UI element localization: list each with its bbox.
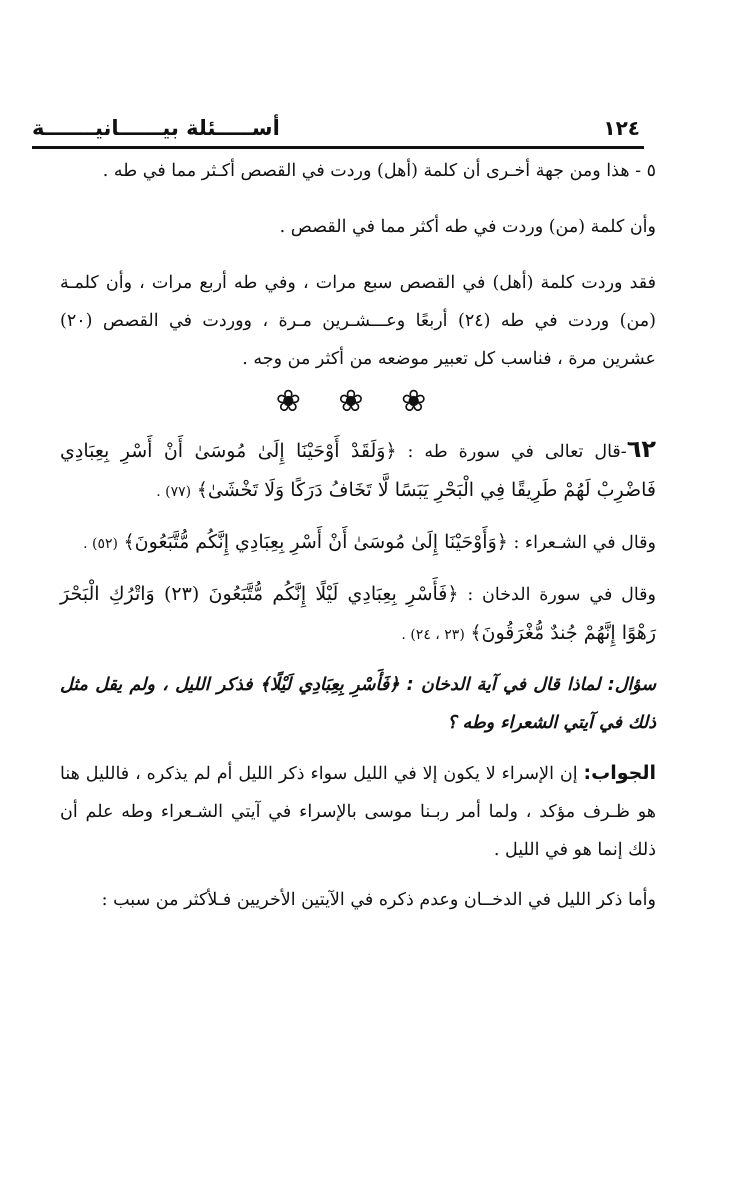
taha-verse-ref: (٧٧) .: [156, 484, 192, 500]
answer-text: إن الإسراء لا يكون إلا في الليل سواء ذكر الليل أم لم يذكره ، فالليل هنا هو ظـرف مؤكد ، ولما أمر ربـنا موسى بالإسراء في آيتي الشـعراء وطه علم أن ذلك إنما هو في الليل .: [60, 764, 656, 860]
header-rule: [32, 146, 644, 149]
dukhan-intro: وقال في سورة الدخان :: [467, 585, 656, 605]
page-body: [60, 152, 656, 919]
closing-paragraph: وأما ذكر الليل في الدخــان وعدم ذكره في الآيتين الأخريين فـلأكثر من سبب :: [101, 890, 656, 910]
shuara-verse-ref: (٥٢) .: [83, 536, 118, 552]
dukhan-verse: ﴿فَأَسْرِ بِعِبَادِي لَيْلًا إِنَّكُم مُّتَّبَعُونَ (٢٣) وَاتْرُكِ الْبَحْرَ رَهْوًا إِنَّهُمْ جُندٌ مُّغْرَقُونَ﴾: [60, 583, 656, 644]
shuara-intro: وقال في الشـعراء :: [513, 533, 656, 553]
paragraph-min: وأن كلمة (من) وردت في طه أكثر مما في القصص .: [279, 217, 656, 237]
taha-verse: ﴿وَلَقَدْ أَوْحَيْنَا إِلَىٰ مُوسَىٰ أَنْ أَسْرِ بِعِبَادِي فَاضْرِبْ لَهُمْ طَرِيقًا فِي الْبَحْرِ يَبَسًا لَّا تَخَافُ دَرَكًا وَلَا تَخْشَىٰ﴾: [60, 440, 656, 501]
book-title: أســـــئلة بيــــــانيـــــــة: [32, 116, 280, 140]
question-62-paragraph: [60, 430, 656, 511]
question-number: ٦٢: [626, 435, 656, 463]
shuara-paragraph: [60, 523, 656, 563]
answer-paragraph: [60, 754, 656, 869]
answer-label: الجواب:: [583, 762, 656, 784]
page-header: [32, 116, 644, 148]
page-number: ١٢٤: [603, 116, 640, 140]
dukhan-verse-ref: (٢٣ ، ٢٤) .: [401, 627, 465, 643]
paragraph-5: ٥ - هذا ومن جهة أخـرى أن كلمة (أهل) وردت في القصص أكـثر مما في طه .: [102, 161, 656, 181]
paragraph-counts: فقد وردت كلمة (أهل) في القصص سبع مرات ، وفي طه أربع مرات ، وأن كلمـة (من) وردت في طه (٢٤) أربعًا وعـــشـرين مـرة ، ووردت في القصص (٢٠) عشرين مرة ، فناسب كل تعبير موضعه من أكثر من وجه .: [60, 273, 656, 369]
q62-intro: -قال تعالى في سورة طه :: [407, 442, 627, 462]
question-paragraph: سؤال: لماذا قال في آية الدخان : ﴿فَأَسْرِ بِعِبَادِي لَيْلًا﴾ فذكر الليل ، ولم يقل مثل ذلك في آيتي الشعراء وطه ؟: [60, 675, 656, 733]
dukhan-paragraph: [60, 575, 656, 654]
flower-ornament: ❀ ❀ ❀: [275, 384, 441, 419]
shuara-verse: ﴿وَأَوْحَيْنَا إِلَىٰ مُوسَىٰ أَنْ أَسْرِ بِعِبَادِي إِنَّكُم مُّتَّبَعُونَ﴾: [123, 531, 508, 553]
